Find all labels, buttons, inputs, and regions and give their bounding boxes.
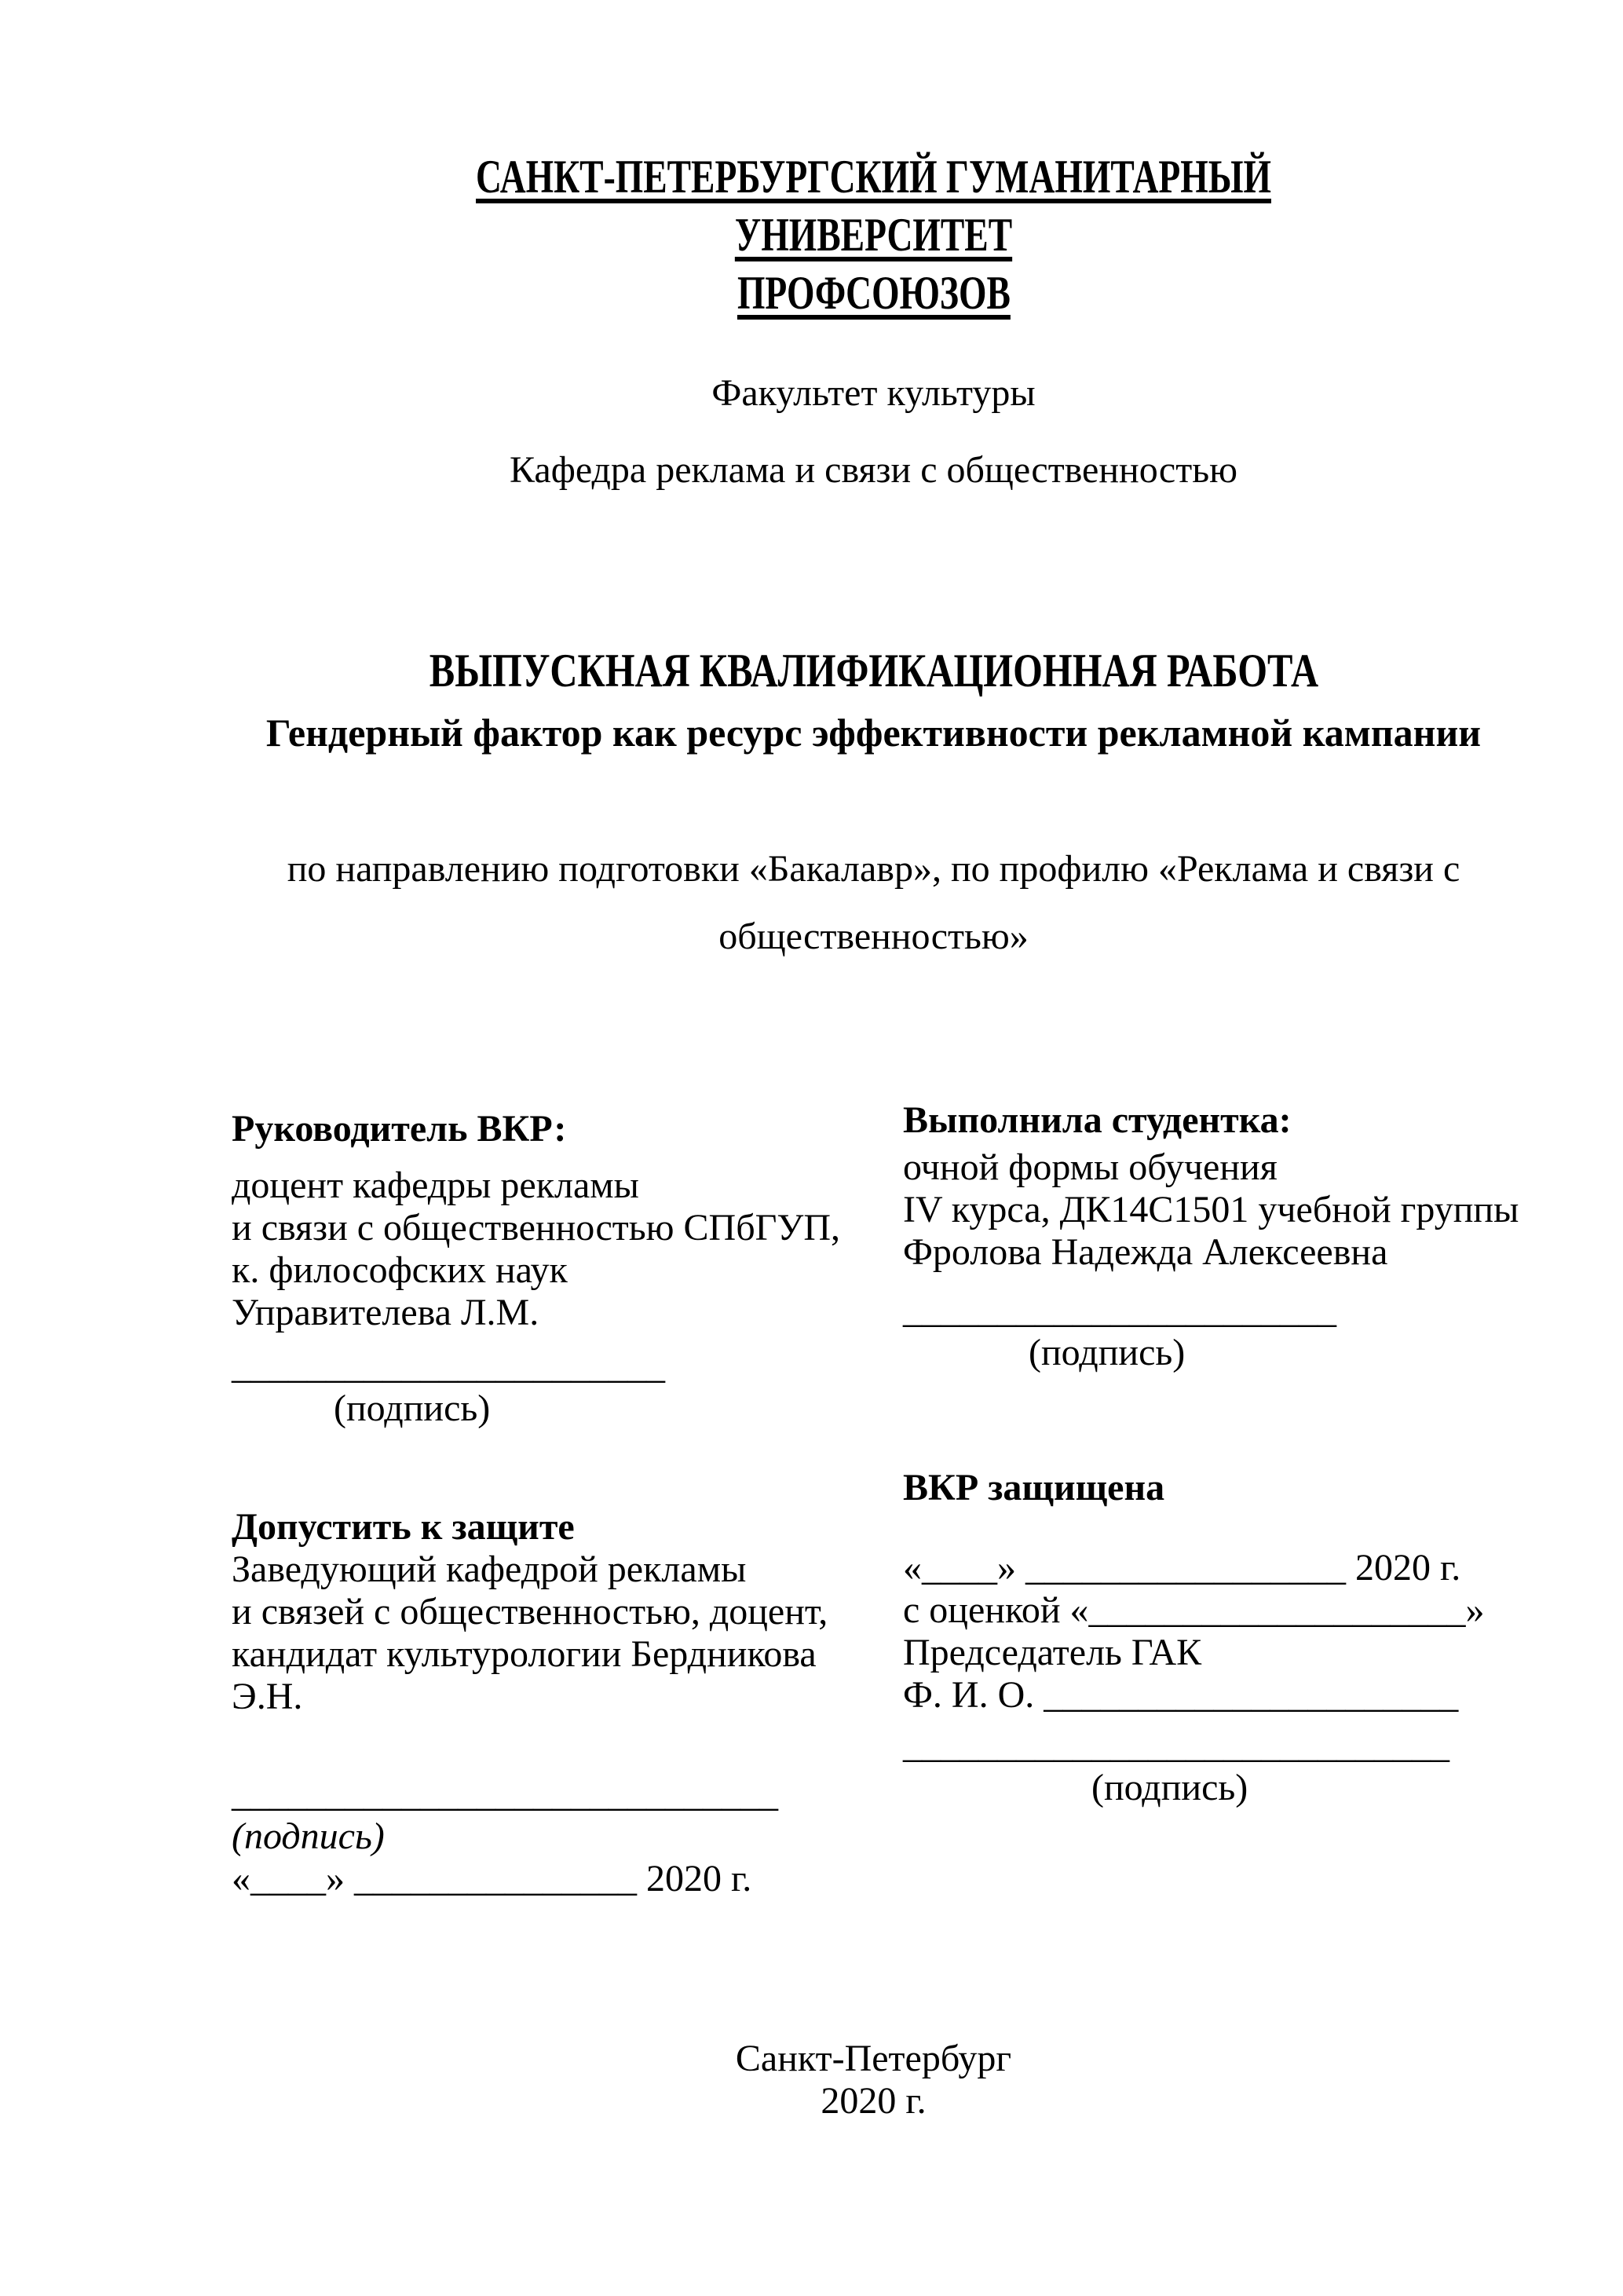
supervisor-position-line2: и связи с общественностью СПбГУП, [232, 1207, 841, 1249]
university-name-line1: САНКТ-ПЕТЕРБУРГСКИЙ ГУМАНИТАРНЫЙ УНИВЕРСИТЕТ [476, 151, 1271, 261]
defense-date-line: «____» _________________ 2020 г. [903, 1547, 1461, 1589]
admission-block [232, 1506, 891, 1900]
defense-grade-line: с оценкой «____________________» [903, 1589, 1485, 1631]
footer-city: Санкт-Петербург [735, 2038, 1012, 2079]
supervisor-signature-line: _______________________ [232, 1345, 665, 1387]
supervisor-signature-caption: (подпись) [334, 1387, 491, 1429]
degree-direction [232, 835, 1515, 971]
admission-heading: Допустить к защите [232, 1506, 575, 1548]
supervisor-block [232, 1108, 860, 1430]
student-block [903, 1099, 1594, 1374]
university-name [232, 148, 1515, 322]
supervisor-heading: Руководитель ВКР: [232, 1108, 567, 1150]
admission-position-line1: Заведующий кафедрой рекламы [232, 1548, 747, 1590]
student-heading: Выполнила студентка: [903, 1099, 1292, 1141]
defense-signature-caption: (подпись) [1091, 1767, 1248, 1808]
supervisor-name: Управителева Л.М. [232, 1292, 539, 1333]
footer-year: 2020 г. [821, 2080, 927, 2122]
admission-position-line2: и связей с общественностью, доцент, [232, 1591, 828, 1632]
footer-block [232, 2038, 1515, 2122]
student-study-form-line: очной формы обучения [903, 1146, 1278, 1188]
admission-date-line: «____» _______________ 2020 г. [232, 1858, 752, 1899]
faculty-line: Факультет культуры [711, 372, 1036, 414]
work-title: Гендерный фактор как ресурс эффективности рекламной кампании [265, 711, 1482, 755]
student-signature-caption: (подпись) [1029, 1332, 1186, 1373]
defense-block [903, 1467, 1610, 1809]
work-type-heading: ВЫПУСКНАЯ КВАЛИФИКАЦИОННАЯ РАБОТА [429, 645, 1318, 696]
department-line: Кафедра реклама и связи с общественностью [510, 449, 1237, 491]
supervisor-position-line1: доцент кафедры рекламы [232, 1164, 639, 1206]
admission-name-initials: Э.Н. [232, 1676, 303, 1717]
university-name-line2: ПРОФСОЮЗОВ [737, 267, 1011, 319]
admission-signature-caption: (подпись) [232, 1815, 385, 1857]
defense-fio-line: Ф. И. О. ______________________ [903, 1674, 1459, 1716]
degree-direction-line2: общественностью» [718, 916, 1029, 957]
student-signature-line: _______________________ [903, 1289, 1336, 1331]
student-name: Фролова Надежда Алексеевна [903, 1231, 1388, 1273]
defense-signature-line: _____________________________ [903, 1724, 1449, 1766]
defense-heading: ВКР защищена [903, 1467, 1165, 1508]
supervisor-degree-line: к. философских наук [232, 1249, 568, 1291]
student-group-line: IV курса, ДК14С1501 учебной группы [903, 1189, 1519, 1230]
admission-position-line3: кандидат культурологии Бердникова [232, 1633, 817, 1675]
admission-signature-line: _____________________________ [232, 1773, 778, 1815]
defense-chairman-line: Председатель ГАК [903, 1632, 1202, 1673]
degree-direction-line1: по направлению подготовки «Бакалавр», по профилю «Реклама и связи с [287, 848, 1460, 890]
